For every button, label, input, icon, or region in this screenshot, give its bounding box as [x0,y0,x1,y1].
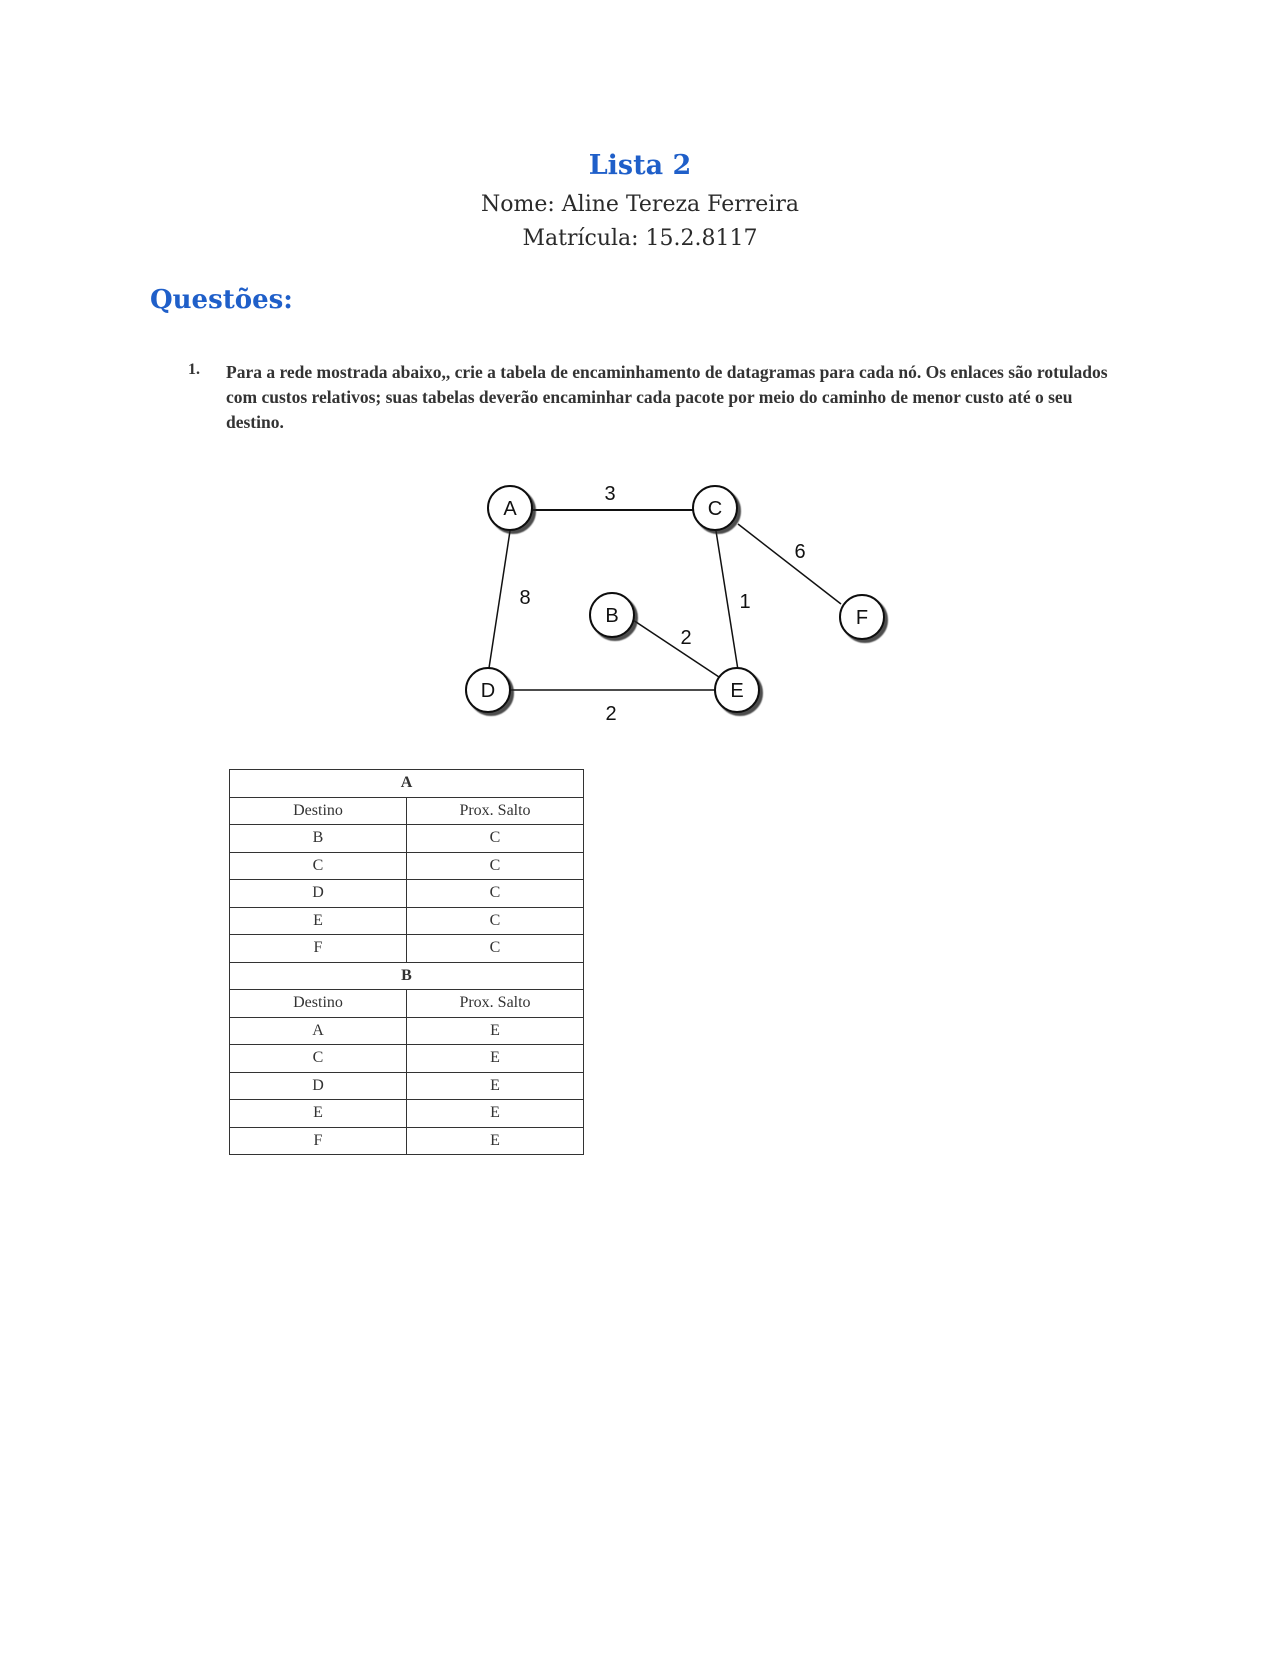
cost-label-c-f: 6 [794,541,806,563]
node-e [715,668,759,712]
table-row [230,1017,584,1045]
svg-text:E: E [730,680,744,702]
col-destino: Destino [230,797,407,825]
dest-cell: A [230,1017,407,1045]
node-d [466,668,510,712]
edge-b-e [633,620,719,677]
table-row [230,1045,584,1073]
routing-tables [229,769,584,1155]
edge-c-f [738,524,841,604]
dest-cell: C [230,852,407,880]
question-text: Para a rede mostrada abaixo,, crie a tabela de encaminhamento de datagramas para cada nó. Os enlaces são rotulados com custos relativos; suas tabelas deverão encaminhar cada pacote por meio do caminho de menor custo até o seu destino. [226,362,1108,432]
table-row [230,907,584,935]
table-row [230,1127,584,1155]
next-hop-cell: C [407,825,584,853]
svg-text:A: A [503,498,517,520]
dest-cell: D [230,880,407,908]
dest-cell: F [230,935,407,963]
next-hop-cell: C [407,907,584,935]
col-prox-salto: Prox. Salto [407,797,584,825]
col-prox-salto: Prox. Salto [407,990,584,1018]
svg-text:F: F [855,607,869,629]
table-node-title: B [230,962,584,990]
svg-text:C: C [707,498,723,520]
edge-a-d [489,531,510,668]
next-hop-cell: E [407,1100,584,1128]
table-header-row [230,962,584,990]
next-hop-cell: C [407,852,584,880]
dest-cell: F [230,1127,407,1155]
table-row [230,825,584,853]
table-node-title: A [230,770,584,798]
dest-cell: C [230,1045,407,1073]
cost-label-c-e: 1 [739,591,751,613]
dest-cell: D [230,1072,407,1100]
edge-c-e [716,531,738,670]
svg-text:D: D [480,680,496,702]
next-hop-cell: E [407,1045,584,1073]
dest-cell: E [230,1100,407,1128]
next-hop-cell: E [407,1017,584,1045]
next-hop-cell: E [407,1127,584,1155]
cost-label-a-c: 3 [604,483,616,505]
table-column-row [230,990,584,1018]
student-id: Matrícula: 15.2.8117 [522,226,758,251]
cost-label-b-e: 2 [680,627,692,649]
table-row [230,935,584,963]
question-number: 1. [188,361,200,378]
next-hop-cell: C [407,880,584,908]
node-f [840,595,884,639]
document-title: Lista 2 [588,150,692,181]
node-a [488,486,532,530]
table-row [230,1072,584,1100]
svg-text:B: B [605,605,619,627]
next-hop-cell: C [407,935,584,963]
table-header-row [230,770,584,798]
table-column-row [230,797,584,825]
dest-cell: B [230,825,407,853]
section-heading: Questões: [150,285,293,315]
student-name: Nome: Aline Tereza Ferreira [481,192,799,217]
table-row [230,1100,584,1128]
dest-cell: E [230,907,407,935]
network-graph [455,470,915,740]
next-hop-cell: E [407,1072,584,1100]
table-row [230,880,584,908]
table-row [230,852,584,880]
cost-label-a-d: 8 [519,587,531,609]
col-destino: Destino [230,990,407,1018]
node-b [590,593,634,637]
cost-label-d-e: 2 [605,703,617,725]
node-c [693,486,737,530]
